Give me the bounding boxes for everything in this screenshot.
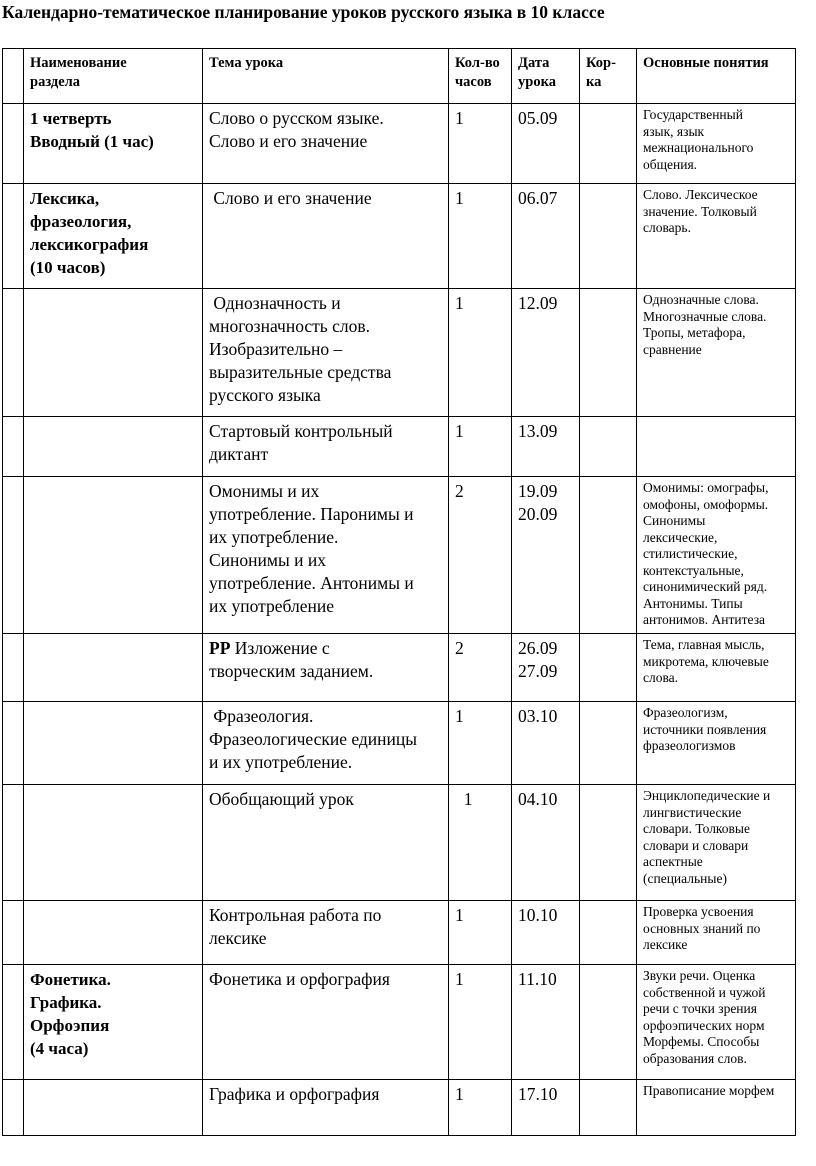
topic-cell	[203, 702, 449, 785]
section-line: Орфоэпия	[30, 1016, 110, 1035]
concept-line: контекстуальные,	[643, 562, 744, 578]
concept-line: Однозначные слова.	[643, 292, 759, 307]
topic-cell	[203, 417, 449, 477]
topic-line: многозначность слов.	[209, 316, 371, 336]
index-cell	[3, 702, 24, 785]
date-line: 06.07	[518, 188, 558, 208]
hours-column-header: Кол-во часов	[449, 49, 512, 104]
correction-cell	[580, 417, 637, 477]
section-cell	[24, 104, 203, 184]
topic-line: диктант	[209, 444, 269, 464]
section-cell	[24, 1080, 203, 1136]
topic-cell	[203, 965, 449, 1080]
topic-line: Фразеологические единицы	[209, 729, 418, 749]
topic-line: Омонимы и их	[209, 481, 320, 501]
concept-line: микротема, ключевые	[643, 653, 769, 669]
concept-line: (специальные)	[643, 870, 727, 886]
date-line: 05.09	[518, 108, 558, 128]
concept-line: Тема, главная мысль,	[643, 637, 765, 652]
date-cell	[512, 634, 580, 702]
table-row	[3, 965, 796, 1080]
concepts-cell	[637, 1080, 796, 1136]
topic-line	[209, 637, 443, 660]
date-line: 11.10	[518, 969, 557, 989]
section-line: 1 четверть	[30, 109, 112, 128]
concept-line: аспектные	[643, 854, 703, 869]
topic-cell	[203, 785, 449, 901]
topic-line: Фонетика и орфография	[209, 969, 390, 989]
index-cell	[3, 901, 24, 965]
section-column-header: Наименование раздела	[24, 49, 203, 104]
concept-line: антонимов. Антитеза	[643, 612, 766, 627]
hours-cell: 1	[449, 104, 512, 184]
date-line: 20.09	[518, 504, 558, 524]
topic-cell	[203, 184, 449, 289]
topic-line: Слово и его значение	[209, 188, 372, 208]
concept-line: Омонимы: омографы,	[643, 480, 769, 495]
hours-cell: 1	[449, 184, 512, 289]
date-line: 19.09	[518, 481, 558, 501]
concept-line: лексике	[643, 937, 688, 952]
hours-cell: 2	[449, 634, 512, 702]
concepts-cell	[637, 184, 796, 289]
date-line: 10.10	[518, 905, 558, 925]
concepts-cell	[637, 289, 796, 417]
date-cell	[512, 184, 580, 289]
topic-line: творческим заданием.	[209, 661, 374, 681]
date-cell	[512, 1080, 580, 1136]
section-cell	[24, 417, 203, 477]
table-row	[3, 634, 796, 702]
concept-line: омофоны, омоформы.	[643, 496, 769, 512]
date-line: 13.09	[518, 421, 558, 441]
section-line: Лексика,	[30, 189, 100, 208]
hours-cell: 1	[449, 965, 512, 1080]
concept-line: орфоэпических норм	[643, 1017, 765, 1033]
index-cell	[3, 785, 24, 901]
concepts-cell	[637, 785, 796, 901]
index-cell	[3, 104, 24, 184]
hours-cell: 2	[449, 477, 512, 634]
concept-line: словари и словари	[643, 837, 749, 853]
table-row	[3, 417, 796, 477]
section-line: (10 часов)	[30, 258, 106, 277]
date-line: 27.09	[518, 661, 558, 681]
topic-cell	[203, 1080, 449, 1136]
topic-line: Однозначность и	[209, 293, 341, 313]
table-row	[3, 1080, 796, 1136]
section-cell	[24, 901, 203, 965]
header-row	[3, 49, 796, 104]
topic-cell	[203, 477, 449, 634]
concept-line: Звуки речи. Оценка	[643, 968, 756, 983]
section-cell	[24, 184, 203, 289]
concept-line: синонимический ряд.	[643, 579, 768, 594]
correction-column-header: Кор- ка	[580, 49, 637, 104]
concept-line: словари. Толковые	[643, 821, 750, 836]
table-row	[3, 477, 796, 634]
correction-cell	[580, 184, 637, 289]
concepts-cell	[637, 477, 796, 634]
index-cell	[3, 477, 24, 634]
topic-line: лексике	[209, 928, 267, 948]
date-cell	[512, 417, 580, 477]
topic-cell	[203, 104, 449, 184]
concept-line: речи с точки зрения	[643, 1001, 757, 1016]
concept-line: основных знаний по	[643, 920, 761, 936]
concept-line: Синонимы	[643, 513, 706, 528]
correction-cell	[580, 104, 637, 184]
date-cell	[512, 104, 580, 184]
concept-line: лингвистические	[643, 804, 742, 820]
topic-line: Изобразительно –	[209, 339, 343, 359]
correction-cell	[580, 1080, 637, 1136]
section-line: Графика.	[30, 993, 102, 1012]
date-line: 12.09	[518, 293, 558, 313]
concept-line: фразеологизмов	[643, 738, 736, 753]
topic-line: их употребление.	[209, 527, 339, 547]
topic-line: русского языка	[209, 385, 321, 405]
concept-line: Государственный	[643, 107, 743, 122]
concept-line: слова.	[643, 670, 679, 685]
concept-line: собственной и чужой	[643, 984, 766, 1000]
concepts-cell	[637, 965, 796, 1080]
index-cell	[3, 965, 24, 1080]
table-row	[3, 901, 796, 965]
index-cell	[3, 184, 24, 289]
correction-cell	[580, 785, 637, 901]
concept-line: язык, язык	[643, 123, 705, 139]
date-line: 04.10	[518, 789, 558, 809]
concept-line: общения.	[643, 156, 698, 172]
concept-line: Проверка усвоения	[643, 904, 754, 919]
date-line: 17.10	[518, 1084, 558, 1104]
date-line: 26.09	[518, 638, 558, 658]
date-cell	[512, 289, 580, 417]
topic-line: и их употребление.	[209, 752, 353, 772]
lesson-plan-table	[2, 48, 796, 1136]
topic-line: Обобщающий урок	[209, 789, 354, 809]
date-cell	[512, 965, 580, 1080]
topic-line: их употребление	[209, 596, 334, 616]
topic-line: Фразеология.	[209, 706, 314, 726]
speech-development-badge: РР	[209, 638, 231, 658]
concepts-cell	[637, 901, 796, 965]
topic-cell	[203, 634, 449, 702]
correction-cell	[580, 477, 637, 634]
concept-line: источники появления	[643, 721, 767, 737]
concepts-cell	[637, 104, 796, 184]
concept-line: Энциклопедические и	[643, 788, 771, 803]
section-cell	[24, 477, 203, 634]
section-line: (4 часа)	[30, 1039, 89, 1058]
table-row	[3, 785, 796, 901]
concept-line: Антонимы. Типы	[643, 595, 743, 611]
topic-line: Слово и его значение	[209, 131, 368, 151]
concept-line: Многозначные слова.	[643, 308, 767, 324]
date-cell	[512, 785, 580, 901]
topic-line: Контрольная работа по	[209, 905, 382, 925]
correction-cell	[580, 634, 637, 702]
topic-text: Изложение с	[230, 638, 330, 658]
index-cell	[3, 1080, 24, 1136]
concept-line: межнационального	[643, 140, 754, 155]
document-title: Календарно-тематическое планирование уроков русского языка в 10 классе	[2, 2, 605, 22]
section-line: фразеология,	[30, 212, 132, 231]
concept-line: Фразеологизм,	[643, 705, 728, 720]
date-line: 03.10	[518, 706, 558, 726]
topic-column-header: Тема урока	[203, 49, 449, 104]
concept-line: образования слов.	[643, 1050, 747, 1066]
correction-cell	[580, 965, 637, 1080]
concepts-column-header: Основные понятия	[637, 49, 796, 104]
index-column-header	[3, 49, 24, 104]
date-cell	[512, 901, 580, 965]
hours-cell: 1	[449, 417, 512, 477]
index-cell	[3, 634, 24, 702]
date-cell	[512, 477, 580, 634]
correction-cell	[580, 901, 637, 965]
section-cell	[24, 702, 203, 785]
concept-line: стилистические,	[643, 546, 738, 561]
table-row	[3, 289, 796, 417]
topic-cell	[203, 289, 449, 417]
hours-cell: 1	[449, 901, 512, 965]
table-row	[3, 702, 796, 785]
concept-line: словарь.	[643, 220, 691, 235]
concept-line: Морфемы. Способы	[643, 1034, 760, 1049]
topic-line: употребление. Антонимы и	[209, 573, 414, 593]
concepts-cell	[637, 634, 796, 702]
concept-line: значение. Толковый	[643, 203, 757, 219]
correction-cell	[580, 702, 637, 785]
correction-cell	[580, 289, 637, 417]
hours-cell: 1	[449, 1080, 512, 1136]
concept-line: сравнение	[643, 341, 702, 357]
section-line: лексикография	[30, 235, 149, 254]
hours-cell: 1	[449, 785, 512, 901]
concept-line: лексические,	[643, 529, 718, 545]
hours-cell: 1	[449, 289, 512, 417]
section-cell	[24, 289, 203, 417]
table-row	[3, 104, 796, 184]
table-row	[3, 184, 796, 289]
topic-line: Синонимы и их	[209, 550, 326, 570]
section-cell	[24, 634, 203, 702]
section-line: Вводный (1 час)	[30, 132, 154, 151]
section-cell	[24, 785, 203, 901]
index-cell	[3, 289, 24, 417]
topic-line: Графика и орфография	[209, 1084, 380, 1104]
index-cell	[3, 417, 24, 477]
section-cell	[24, 965, 203, 1080]
topic-line: употребление. Паронимы и	[209, 504, 414, 524]
topic-cell	[203, 901, 449, 965]
concepts-cell	[637, 702, 796, 785]
topic-line: выразительные средства	[209, 362, 392, 382]
date-cell	[512, 702, 580, 785]
topic-line: Слово о русском языке.	[209, 108, 384, 128]
concept-line: Правописание морфем	[643, 1083, 775, 1098]
concept-line: Слово. Лексическое	[643, 187, 758, 202]
topic-line: Стартовый контрольный	[209, 421, 393, 441]
concepts-cell	[637, 417, 796, 477]
date-column-header: Дата урока	[512, 49, 580, 104]
concept-line: Тропы, метафора,	[643, 325, 746, 340]
hours-cell: 1	[449, 702, 512, 785]
section-line: Фонетика.	[30, 970, 111, 989]
